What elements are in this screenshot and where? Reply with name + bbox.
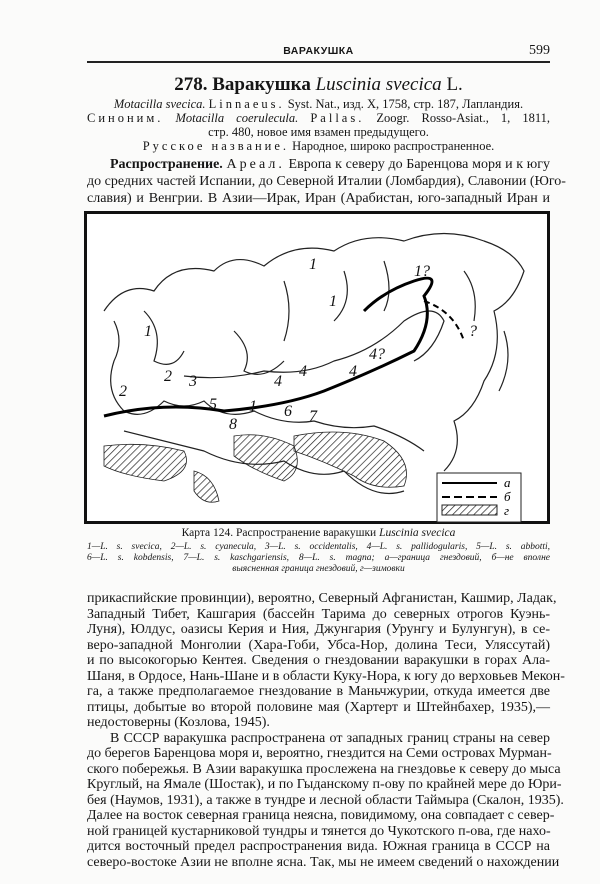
map-label: ? xyxy=(469,323,477,340)
map-label: 1 xyxy=(329,293,337,310)
map-label: 5 xyxy=(209,396,217,413)
map-label: 1 xyxy=(144,323,152,340)
map-legend-text: 6—L. s. kobdensis, 7—L. s. kaschgariensis, 8—L. s. magna; а—граница гнездовий, б—не вполне xyxy=(87,553,550,563)
body-line: ной границей кустарниковой тундры и тянется до Чукотского п-ова, где нахо- xyxy=(87,823,551,839)
map-label: 7 xyxy=(309,408,317,425)
page-number: 599 xyxy=(529,43,550,58)
body-line: прикаспийские провинции), вероятно, Северный Афганистан, Кашмир, Ладак, xyxy=(87,591,557,606)
map-label: 3 xyxy=(189,373,197,390)
legend-label-b: б xyxy=(504,489,511,504)
legend-label-g: г xyxy=(504,503,510,518)
map-label: 4 xyxy=(299,363,307,380)
body-line: до берегов Баренцова моря и, вероятно, гнездится на Семи островах Мурман- xyxy=(87,746,552,761)
body-line: веро-западной Монголии (Хара-Гоби, Убса-Нор, долина Теси, Уляссутай) xyxy=(87,637,550,653)
running-header xyxy=(87,43,550,63)
species-number: 278. xyxy=(174,74,208,95)
map-label: 2 xyxy=(119,383,127,400)
map-label: 6 xyxy=(284,403,292,420)
distribution-line: до средних частей Испании, до Северной Италии (Ломбардия), Славонии (Юго- xyxy=(87,174,566,189)
body-line: недостоверны (Козлова, 1945). xyxy=(87,715,270,730)
map-caption: Карта 124. Распространение варакушки Luscinia svecica xyxy=(181,527,456,539)
distribution-line: Распространение. Ареал. Европа к северу до Баренцова моря и к югу xyxy=(110,157,550,172)
body-line: ского побережья. В Азии варакушка прослежена на гнездовье к северу до мыса xyxy=(87,761,561,777)
body-line: Далее на восток северная граница неясна, повидимому, она совпадает с север- xyxy=(87,808,555,823)
map-label: 1 xyxy=(249,398,257,415)
map-label: 8 xyxy=(229,416,237,433)
body-line: северо-востоке Азии не вполне ясна. Так, мы не имеем сведений о нахождении xyxy=(87,854,560,870)
map-label: 2 xyxy=(164,368,172,385)
map-legend-text: 1—L. s. svecica, 2—L. s. cyanecula, 3—L. s. occidentalis, 4—L. s. pallidogularis, 5—L. s. abbotti, xyxy=(87,542,550,552)
running-title: ВАРАКУШКА xyxy=(283,45,354,57)
map-label: 4? xyxy=(369,346,385,363)
legend-hatch-swatch xyxy=(442,505,497,515)
body-line: Западный Тибет, Кашгария (бассейн Тарима до северных отрогов Куэнь- xyxy=(87,606,550,622)
synonym-line: Motacilla svecica. Linnaeus. Syst. Nat., изд. X, 1758, стр. 187, Лапландия. xyxy=(113,97,524,111)
body-line: птицы, добытые во второй половине мая (Хартерт и Штейнбахер, 1935),— xyxy=(87,699,550,715)
synonym-line: Синоним. Motacilla coerulecula. Pallas. Zoogr. Rosso-Asiat., 1, 1811, xyxy=(87,111,551,125)
species-name: Варакушка xyxy=(212,74,311,95)
map-label: 1? xyxy=(414,263,430,280)
body-line: Круглый, на Ямале (Шостак), и по Гыданскому п-ову по крайней мере до Юри- xyxy=(87,777,562,792)
distribution-map xyxy=(84,211,550,524)
russian-name-line: Русское название. Народное, широко распространенное. xyxy=(142,139,495,153)
distribution-line: славия) и Венгрии. В Азии—Ирак, Иран (Арабистан, юго-западный Иран и xyxy=(87,191,550,206)
map-label: 4 xyxy=(349,363,357,380)
body-line: Шаня, в Ордосе, Нань-Шане и в области Куку-Нора, к югу до верховьев Мекон- xyxy=(87,668,565,684)
map-legend xyxy=(437,473,521,522)
body-line: га, а также предполагаемое гнездование в Маньчжурии, откуда имеется две xyxy=(87,684,550,699)
species-author: L. xyxy=(446,74,463,95)
map-legend-text: выясненная граница гнездовий, г—зимовки xyxy=(232,564,405,574)
body-line: и по высокогорью Кентея. Сведения о гнездовании варакушки в горах Ала- xyxy=(87,653,550,668)
map-label: 4 xyxy=(274,373,282,390)
body-line: бея (Наумов, 1931), а также в тундре и лесной области Таймыра (Скалон, 1935). xyxy=(87,792,564,808)
synonym-line: стр. 480, новое имя взамен предыдущего. xyxy=(208,125,429,139)
species-title xyxy=(87,74,550,96)
body-line: дится восточный предел распространения вида. Южная граница в СССР на xyxy=(87,839,550,854)
body-line: Луня), Юлдус, оазисы Керия и Ния, Джунгария (Урунгу и Булунгун), в се- xyxy=(87,622,550,637)
body-line: В СССР варакушка распространена от западных границ страны на север xyxy=(110,730,550,746)
species-latin: Luscinia svecica xyxy=(315,74,442,95)
map-label: 1 xyxy=(309,256,317,273)
legend-label-a: а xyxy=(504,475,511,490)
